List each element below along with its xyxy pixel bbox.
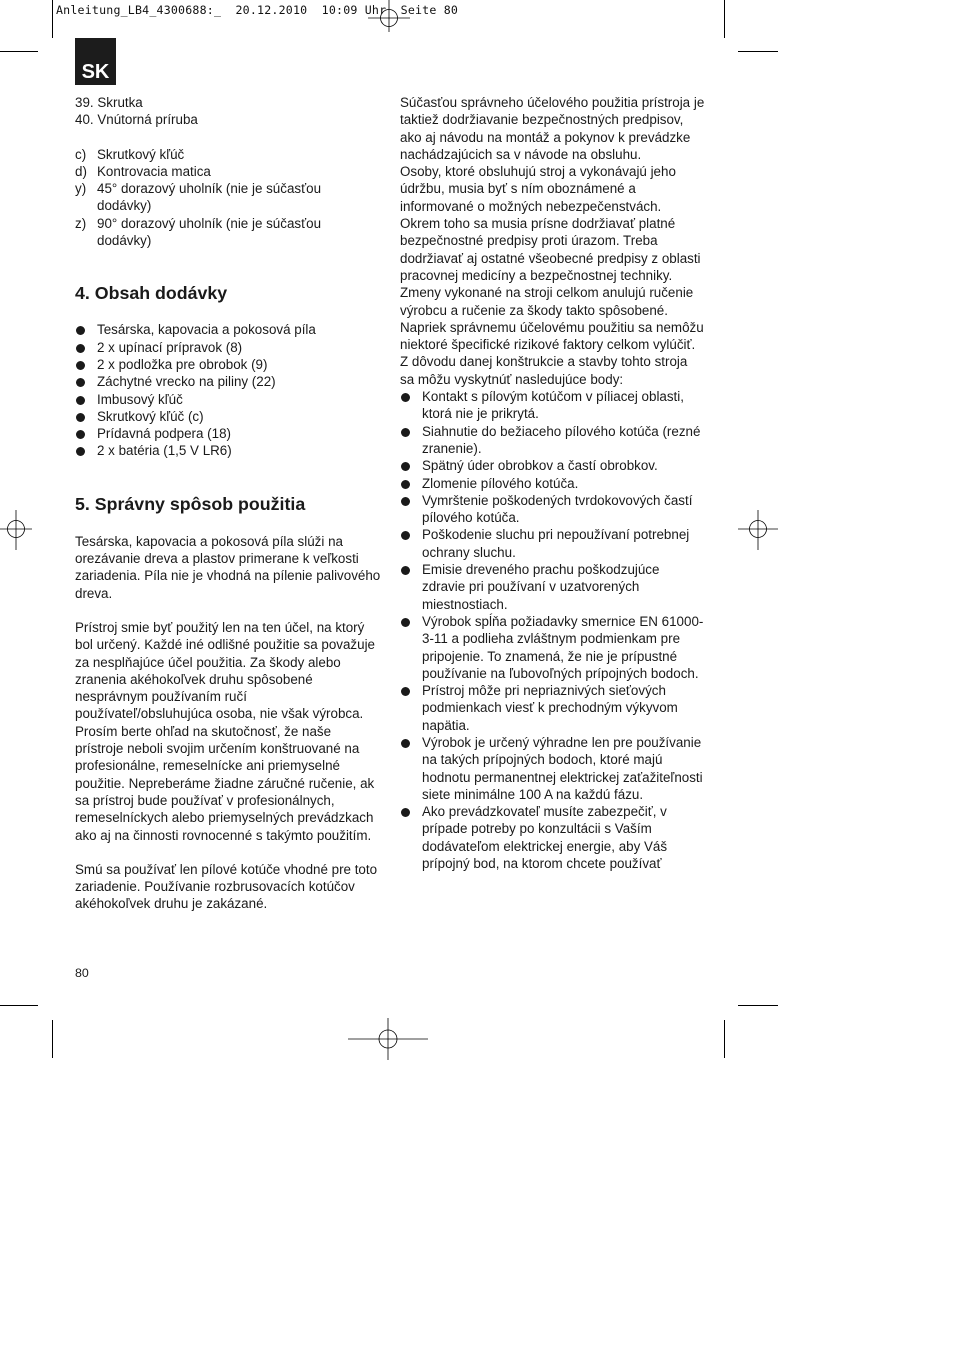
list-item: Zlomenie pílového kotúča. xyxy=(400,475,705,492)
list-item xyxy=(75,111,381,128)
item-text: Vnútorná príruba xyxy=(97,112,198,128)
bullet-icon xyxy=(76,447,85,456)
bullet-icon xyxy=(401,480,410,489)
bullet-icon xyxy=(401,566,410,575)
language-badge: SK xyxy=(75,38,116,85)
crop-mark xyxy=(52,1020,53,1058)
item-text: Skrutka xyxy=(97,95,143,110)
item-label: c) xyxy=(75,146,87,162)
crop-mark xyxy=(52,0,53,38)
item-label: z) xyxy=(75,215,87,231)
item-label: d) xyxy=(75,163,87,179)
item-text: 90° dorazový uholník (nie je súčasťou dodávky) xyxy=(97,215,322,249)
list-item: Ako prevádzkovateľ musíte zabezpečiť, v prípade potreby po konzultácii s Vaším dodávateľom elektrickej energie, aby Váš prípojný bod, na ktorom chcete používať xyxy=(400,803,705,872)
list-item: Imbusový kľúč xyxy=(75,391,381,408)
list-item: Výrobok je určený výhradne len pre používanie na takých prípojných bodoch, ktoré majú hodnotu permanentnej elektrickej zaťažiteľnosti siete minimálne 100 A na každú fázu. xyxy=(400,734,705,803)
bullet-icon xyxy=(76,396,85,405)
crop-mark xyxy=(0,51,38,52)
list-item: Emisie dreveného prachu poškodzujúce zdravie pri používaní v uzatvorených miestnostiach. xyxy=(400,561,705,613)
registration-mark-icon xyxy=(0,510,32,550)
paragraph: Tesárska, kapovacia a pokosová píla slúži na orezávanie dreva a plastov primerane k veľkosti zariadenia. Píla nie je vhodná na pílenie palivového dreva. xyxy=(75,533,381,601)
section-heading: 4. Obsah dodávky xyxy=(75,283,228,304)
crop-mark xyxy=(738,51,778,52)
bullet-icon xyxy=(76,430,85,439)
bullet-icon xyxy=(76,378,85,387)
list-item: Prídavná podpera (18) xyxy=(75,425,381,442)
registration-mark-icon xyxy=(348,1018,428,1060)
item-text: Kontrovacia matica xyxy=(97,163,211,179)
bullet-icon xyxy=(401,808,410,817)
list-item: 2 x podložka pre obrobok (9) xyxy=(75,356,381,373)
right-column xyxy=(400,94,705,872)
page-number: 80 xyxy=(75,966,89,980)
crop-mark xyxy=(724,0,725,38)
paragraph: Súčasťou správneho účelového použitia prístroja je taktiež dodržiavanie bezpečnostných predpisov, ako aj návodu na montáž a pokynov k prevádzke nachádzajúcich sa v návode na obsluhu. Osoby, ktoré obsluhujú stroj a vykonávajú jeho údržbu, musia byť s ním oboznámené a informované o možných nebezpečenstvách. Okrem toho sa musia prísne dodržiavať platné bezpečnostné predpisy proti úrazom. Treba dodržiavať aj ostatné všeobecné predpisy z oblasti pracovnej medicíny a bezpečnostnej techniky. Zmeny vykonané na stroji celkom anulujú ručenie výrobcu a ručenie za škody takto spôsobené. Napriek správnemu účelovému použitiu sa nemôžu niektoré špecifické rizikové faktory celkom vylúčiť. Z dôvodu danej konštrukcie a stavby tohto stroja sa môžu vyskytnúť nasledujúce body: xyxy=(400,95,705,387)
bullet-icon xyxy=(401,687,410,696)
bullet-icon xyxy=(76,413,85,422)
list-item: Výrobok spĺňa požiadavky smernice EN 61000-3-11 a podlieha zvláštnym podmienkam pre pripojenie. To znamená, že nie je prípustné používanie na ľubovoľných prípojných bodoch. xyxy=(400,613,705,682)
bullet-icon xyxy=(401,462,410,471)
item-label: 39. xyxy=(75,95,94,110)
section-heading: 5. Správny spôsob použitia xyxy=(75,493,306,514)
list-item xyxy=(75,146,381,163)
bullet-icon xyxy=(76,326,85,335)
list-item: Vymrštenie poškodených tvrdokovových častí pílového kotúča. xyxy=(400,492,705,527)
list-item xyxy=(75,180,367,215)
paragraph: Smú sa používať len pílové kotúče vhodné pre toto zariadenie. Používanie rozbrusovacích kotúčov akéhokoľvek druhu je zakázané. xyxy=(75,861,378,912)
bullet-icon xyxy=(401,393,410,402)
bullet-icon xyxy=(76,344,85,353)
list-item: Kontakt s pílovým kotúčom v píliacej oblasti, ktorá nie je prikrytá. xyxy=(400,388,705,423)
crop-mark xyxy=(724,1020,725,1058)
list-item xyxy=(75,215,367,250)
bullet-icon xyxy=(401,497,410,506)
crop-mark xyxy=(738,1005,778,1006)
risk-list xyxy=(400,388,705,872)
item-label: 40. xyxy=(75,112,94,128)
crop-mark xyxy=(0,1005,38,1006)
list-item: Spätný úder obrobkov a častí obrobkov. xyxy=(400,457,705,474)
item-label: y) xyxy=(75,181,87,197)
delivery-contents-list xyxy=(75,321,381,459)
bullet-icon xyxy=(401,531,410,540)
list-item xyxy=(75,163,381,180)
list-item: Záchytné vrecko na piliny (22) xyxy=(75,373,381,390)
list-item: Skrutkový kľúč (c) xyxy=(75,408,381,425)
paragraph: Prístroj smie byť použitý len na ten účel, na ktorý bol určený. Každé iné odlišné použitie sa považuje za nesplňajúce účel použitia. Za škody alebo zranenia akéhokoľvek druhu spôsobené nesprávnym používaním ručí používateľ/obsluhujúca osoba, nie však výrobca. Prosím berte ohľad na skutočnosť, že naše prístroje neboli svojim určením konštruované na profesionálne, remeselnícke ani priemyselné použitie. Nepreberáme žiadne záručné ručenie, ak sa prístroj bude používať v profesionálnych, remeselníckych alebo priemyselných prevádzkach ako aj na činnosti rovnocenné s takýmto použitím. xyxy=(75,619,375,843)
print-header: Anleitung_LB4_4300688:_ 20.12.2010 10:09 Uhr Seite 80 xyxy=(56,3,459,17)
list-item: 2 x upínací prípravok (8) xyxy=(75,339,381,356)
item-text: 45° dorazový uholník (nie je súčasťou dodávky) xyxy=(97,181,322,214)
bullet-icon xyxy=(76,361,85,370)
list-item: Prístroj môže pri nepriaznivých sieťových podmienkach viesť k prechodným výkyvom napätia. xyxy=(400,682,705,734)
accessory-list xyxy=(75,146,381,250)
bullet-icon xyxy=(401,739,410,748)
list-item xyxy=(75,94,381,111)
parts-list xyxy=(75,94,381,129)
list-item: Siahnutie do bežiaceho pílového kotúča (rezné zranenie). xyxy=(400,423,705,458)
left-column xyxy=(75,94,381,913)
list-item: Poškodenie sluchu pri nepoužívaní potrebnej ochrany sluchu. xyxy=(400,526,705,561)
bullet-icon xyxy=(401,618,410,627)
list-item: Tesárska, kapovacia a pokosová píla xyxy=(75,321,381,338)
registration-mark-icon xyxy=(738,510,778,550)
item-text: Skrutkový kľúč xyxy=(97,146,185,162)
bullet-icon xyxy=(401,428,410,437)
registration-mark-icon xyxy=(368,0,410,32)
list-item: 2 x batéria (1,5 V LR6) xyxy=(75,442,381,459)
